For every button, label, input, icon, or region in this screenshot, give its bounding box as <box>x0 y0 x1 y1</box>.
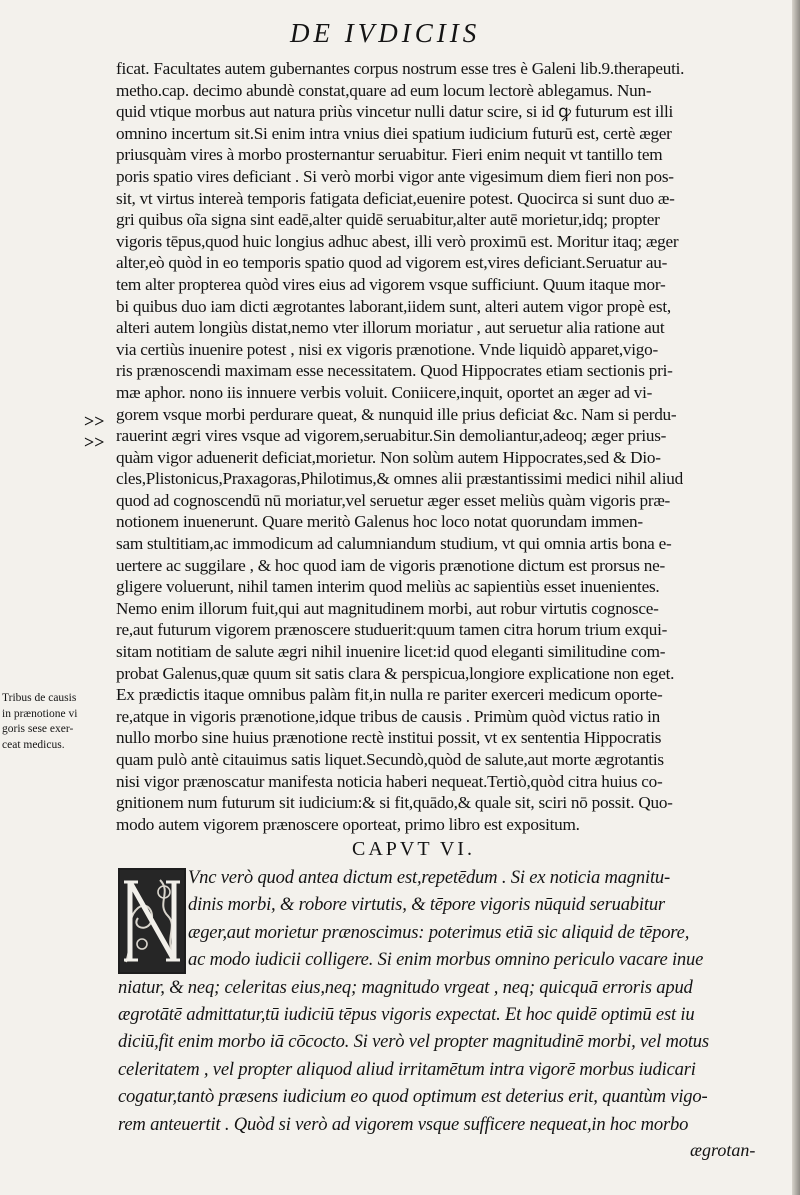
quote-marker: >> <box>84 411 105 431</box>
text-line: priusquàm vires à morbo prosternantur seruabitur. Fieri enim nequit vt tantillo tem <box>116 145 663 165</box>
text-line: uertere ac suggilare , & hoc quod iam de vigoris prænotione dictum est prorsus ne- <box>116 555 665 575</box>
chapter-line: Vnc verò quod antea dictum est,repetēdum . Si ex noticia magnitu- <box>188 867 671 888</box>
marginal-note-line: goris sese exer- <box>2 723 74 735</box>
text-line: gligere voluerunt, nihil tamen interim quod meliùs ac sapientiùs esset inuenientes. <box>116 577 660 597</box>
chapter-line: dinis morbi, & robore virtutis, & tēpore vigoris nūquid seruabitur <box>188 894 665 916</box>
text-line: re,atque in vigoris prænotione,idque tribus de causis . Primùm quòd victus ratio in <box>116 706 660 726</box>
text-line: via certiùs inuenire potest , nisi ex vigoris prænotione. Vnde liquidò apparet,vigo- <box>116 339 658 359</box>
text-line: cles,Plistonicus,Praxagoras,Philotimus,& omnes alii præstantissimi medici nihil aliud <box>116 469 683 489</box>
text-line: alter,eò quòd in eo temporis spatio quod ad vigorem est,vires deficiant.Seruatur au- <box>116 253 668 273</box>
text-line: rauerint ægri vires vsque ad vigorem,seruabitur.Sin demoliantur,adeoq; æger prius- <box>116 426 667 446</box>
text-line: Ex prædictis itaque omnibus palàm fit,in nulla re pariter exerceri medicum oporte- <box>116 685 663 705</box>
text-line: notionem inuenerunt. Quare meritò Galenus hoc loco notat quorundam immen- <box>116 512 643 532</box>
text-line: quam pulò antè citauimus satis liquet.Secundò,quòd de salute,aut morte ægrotantis <box>116 750 664 769</box>
text-line: alteri autem longiùs distat,nemo vter illorum moriatur , aut seruetur alia ratione aut <box>116 318 665 338</box>
quote-marker: >> <box>84 432 105 452</box>
text-line: omnino incertum sit.Si enim intra vnius diei spatium iudicium futurū est, certè æger <box>116 123 672 143</box>
text-line: gnitionem num futurum sit iudicium:& si fit,quādo,& quale sit, sciri nō possit. Quo- <box>116 793 673 813</box>
chapter-line: celeritatem , vel propter aliquod aliud irritamētum intra vigorē morbus iudicari <box>118 1058 696 1080</box>
chapter-line: ægrotātē admittatur,tū iudiciū tēpus vigoris expectat. Et hoc quidē optimū est iu <box>118 1003 695 1025</box>
text-line: modo autem vigorem prænoscere oporteat, primo libro est expositum. <box>116 814 580 834</box>
text-line: ficat. Facultates autem gubernantes corpus nostrum esse tres è Galeni lib.9.therapeuti. <box>116 59 685 78</box>
text-line: sitam notitiam de salute ægri nihil inuenire licet:id quod eleganti similitudine com- <box>116 642 666 662</box>
text-line: re,aut futurum vigorem prænoscere studuerit:quum tamen citra horum trium exqui- <box>116 620 668 640</box>
chapter-line: niatur, & neq; celeritas eius,neq; magnitudo vrgeat , neq; quicquā erroris apud <box>118 976 693 998</box>
running-head: DE IVDICIIS <box>290 18 481 48</box>
catchword: ægrotan- <box>690 1140 756 1160</box>
body-text <box>116 58 774 835</box>
text-line: probat Galenus,quæ quum sit satis clara & perspicua,longiore explicatione non eget. <box>116 663 675 683</box>
text-line: bi quibus duo iam dicti ægrotantes laborant,iidem sunt, alteri autem vigor propè est, <box>116 296 671 316</box>
text-line: vigoris tēpus,quod huic longius adhuc abest, illi verò proximū est. Moritur itaq; æger <box>116 231 679 251</box>
chapter-line: cogatur,tantò præsens iudicium eo quod optimum est deterius erit, quantùm vigo- <box>118 1086 708 1108</box>
text-line: gri quibus oĩa signa sint eadē,alter quidē seruabitur,alter autē morietur,idq; propter <box>116 210 660 230</box>
text-line: poris spatio vires deficiant . Si verò morbi vigor ante vigesimum diem fieri non pos- <box>116 166 674 186</box>
marginal-note <box>2 691 114 753</box>
page-edge-shadow <box>792 0 800 1195</box>
chapter-line: æger,aut morietur prænoscimus: poterimus etiā sic aliquid de tēpore, <box>188 921 690 943</box>
text-line: quod ad cognoscendū nū moriatur,vel seruetur æger esset meliùs quàm vigoris præ- <box>116 490 671 510</box>
chapter-line: rem anteuertit . Quòd si verò ad vigorem vsque sufficere nequeat,in hoc morbo <box>118 1113 689 1135</box>
text-line: mæ aphor. nono iis innuere verbis voluit. Coniicere,inquit, oportet an æger ad vi- <box>116 382 653 402</box>
chapter-line: ac modo iudicii colligere. Si enim morbus omnino periculo vacare inue <box>188 949 704 971</box>
text-line: nisi vigor prænoscatur manifesta noticia haberi nequeat.Tertiò,quòd citra huius co- <box>116 771 663 791</box>
text-line: metho.cap. decimo abundè constat,quare ad eum locum lectorè ablegamus. Nun- <box>116 80 652 100</box>
marginal-note-line: in prænotione vi <box>2 707 78 720</box>
text-line: sit, vt virtus intereà temporis fatigata deficiat,euenire potest. Quocirca si sunt duo æ- <box>116 188 675 208</box>
text-line: sam stultitiam,ac immodicum ad calumniandum studium, vt qui omnia artis bona e- <box>116 534 672 554</box>
text-line: quid vtique morbus aut natura priùs vincetur nulli datur scire, si id ꝙ futurum est illi <box>116 102 674 122</box>
text-line: nullo morbo sine huius prænotione rectè institui possit, vt ex sententia Hippocratis <box>116 728 662 748</box>
text-line: Nemo enim illorum fuit,qui aut magnitudinem morbi, aut robur virtutis cognosce- <box>116 598 659 618</box>
text-line: gorem vsque morbi perdurare queat, & nunquid ille prius deficiat &c. Nam si perdu- <box>116 404 677 424</box>
text-line: tem alter propterea quòd vires eius ad vigorem vsque sufficiunt. Quum itaque mor- <box>116 274 666 294</box>
marginal-note-line: Tribus de causis <box>2 692 77 704</box>
text-line: quàm vigor aduenerit deficiat,morietur. Non solùm autem Hippocrates,sed & Dio- <box>116 447 661 467</box>
chapter-heading: CAPVT VI. <box>352 838 475 860</box>
chapter-line: diciū,fit enim morbo iā cōcocto. Si verò vel propter magnitudinē morbi, vel motus <box>118 1031 709 1053</box>
chapter-text <box>118 864 778 1138</box>
text-line: ris prænoscendi maximam esse necessitatem. Quod Hippocrates etiam sectionis pri- <box>116 361 673 381</box>
marginal-note-line: ceat medicus. <box>2 738 65 751</box>
